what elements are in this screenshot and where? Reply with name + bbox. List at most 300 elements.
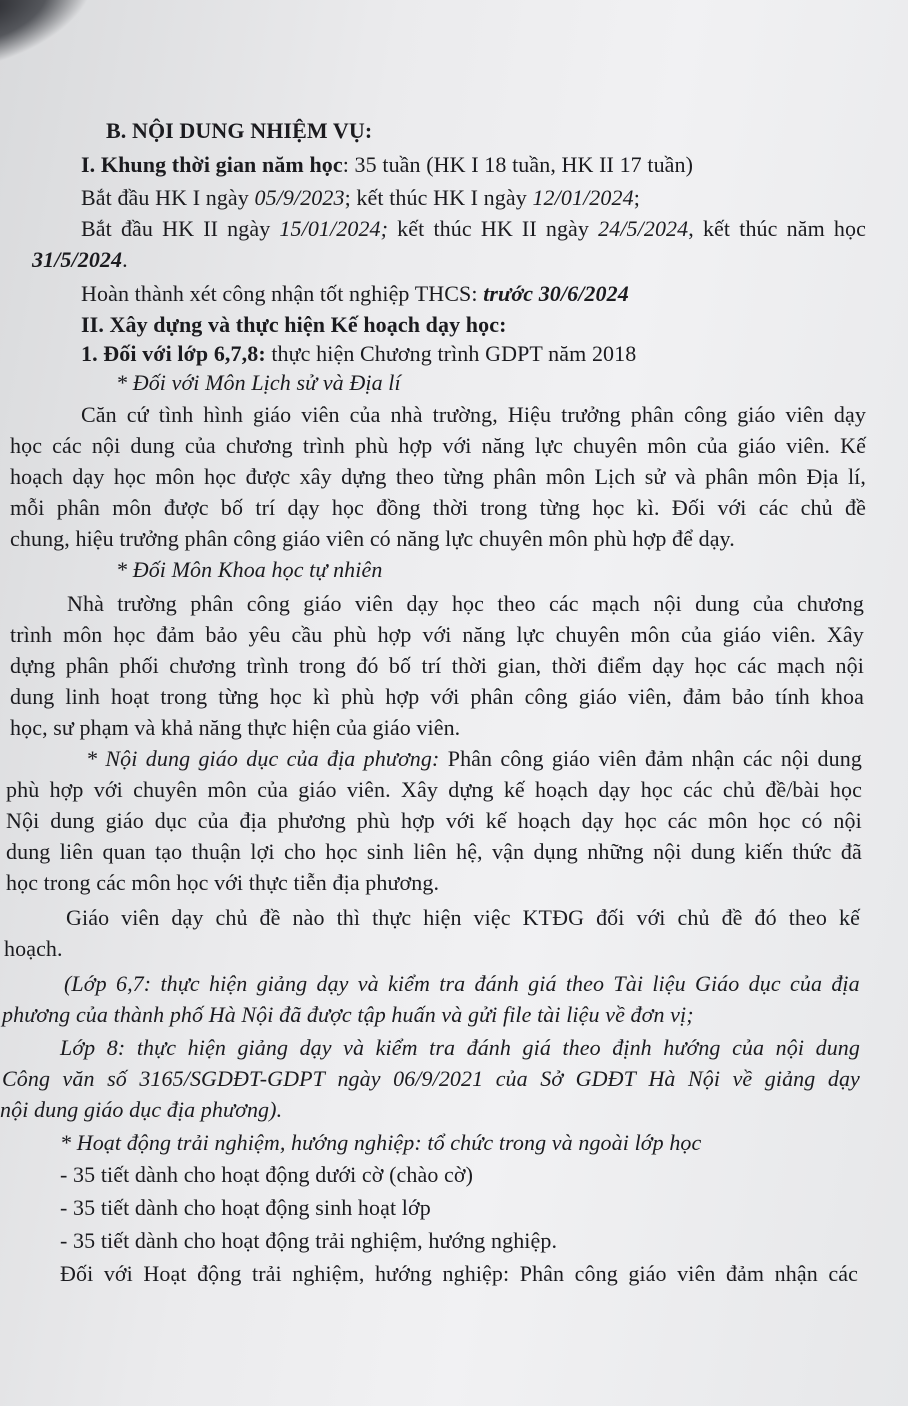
text-word: Đối (60, 1261, 94, 1286)
text-word: mạch (591, 591, 640, 616)
text-word: được (245, 464, 291, 489)
list-item (60, 1226, 557, 1256)
note-line (2, 1064, 860, 1094)
text-word: theo (788, 905, 827, 930)
hk2-dates (81, 214, 866, 244)
text-word: đó (754, 905, 777, 930)
text-word: từng (218, 684, 259, 709)
text-segment: 05/9/2023 (254, 185, 345, 210)
text-word: giáo (628, 1261, 667, 1286)
text-word: đề (259, 905, 281, 930)
text-word: dạy (406, 591, 439, 616)
text-word: Kế (840, 433, 866, 458)
text-word: đảm (682, 684, 722, 709)
text-word: lực (534, 433, 563, 458)
text-segment: I. Khung thời gian năm học (81, 152, 343, 177)
text-word: giáo (578, 684, 618, 709)
text-word: của (732, 1035, 765, 1060)
text-word: HK (162, 216, 195, 241)
text-word: với (445, 808, 475, 833)
text-segment: nội dung giáo dục địa phương). (0, 1097, 283, 1122)
text-word: sử (644, 464, 666, 489)
text-word: kì. (636, 495, 660, 520)
text-word: về (732, 1066, 753, 1091)
text-word: môn (207, 777, 247, 802)
text-word: trình (10, 622, 53, 647)
text-word: thì (336, 905, 361, 930)
text-word: thực (372, 905, 412, 930)
local-education-line (86, 744, 862, 774)
text-word: dục (748, 971, 781, 996)
paragraph-line (10, 713, 460, 743)
text-word: và (343, 1035, 365, 1060)
text-word: công (683, 402, 728, 427)
text-word: Lịch (594, 464, 636, 489)
text-word: môn (757, 464, 798, 489)
text-word: dạy (833, 402, 866, 427)
text-word: chủ (677, 905, 710, 930)
text-word: tạo (155, 839, 183, 864)
paragraph-line (81, 400, 866, 430)
text-word: văn (62, 1066, 95, 1091)
text-segment: hoạch. (4, 936, 63, 961)
text-word: 24/5/2024 (598, 216, 689, 241)
text-word: linh (65, 684, 101, 709)
text-word: học (833, 216, 866, 241)
text-word: trong (160, 684, 208, 709)
paragraph-line (4, 934, 63, 964)
text-word: kế (503, 777, 525, 802)
text-word: trình (302, 433, 345, 458)
text-word: đảm (725, 1261, 765, 1286)
text-word: Hiệu (507, 402, 552, 427)
text-word: giáo (551, 746, 591, 771)
text-word: xây (299, 464, 332, 489)
text-word: viên (677, 1261, 716, 1286)
text-word: số (107, 1066, 127, 1091)
text-word: nội (775, 1035, 805, 1060)
paragraph-line (66, 903, 860, 933)
text-word: các (737, 653, 767, 678)
text-word: ngày (545, 216, 590, 241)
text-word: giảng (237, 1035, 289, 1060)
text-word: các (758, 495, 789, 520)
text-word: dạy (581, 808, 614, 833)
text-word: , (688, 216, 694, 241)
year-end-date (32, 245, 128, 275)
text-word: địa (326, 746, 356, 771)
text-word: nhận (691, 746, 735, 771)
text-word: phù (355, 433, 389, 458)
text-segment: học trong các môn học với thực tiễn địa phương. (6, 870, 440, 895)
text-word: với (422, 622, 452, 647)
text-word: của (696, 433, 728, 458)
text-word: đề (721, 905, 743, 930)
text-word: Căn (81, 402, 117, 427)
text-word: dạy (316, 971, 349, 996)
text-word: lợi (250, 839, 275, 864)
text-word: kiến (744, 839, 783, 864)
text-word: thực (160, 971, 200, 996)
text-word: học (640, 777, 673, 802)
text-word: học (269, 684, 302, 709)
text-word: cứ (126, 402, 149, 427)
text-word: kế (485, 808, 507, 833)
text-word: Nhà (67, 591, 104, 616)
section-ii-heading (81, 310, 507, 340)
text-word: chương (225, 433, 293, 458)
text-word: các (667, 808, 698, 833)
text-word: giáo (252, 402, 292, 427)
text-word: của (495, 1066, 528, 1091)
text-word: với (636, 905, 666, 930)
text-word: hiện (423, 905, 462, 930)
hk1-dates (81, 183, 640, 213)
text-word: và (357, 971, 379, 996)
text-word: GDĐT (575, 1066, 636, 1091)
text-word: tính (775, 684, 810, 709)
text-word: đánh (466, 1035, 512, 1060)
text-segment: ; kết thúc HK I ngày (344, 185, 533, 210)
text-word: II (203, 216, 219, 241)
section-i-heading (81, 150, 693, 180)
text-word: việc (473, 905, 511, 930)
text-word: của (789, 971, 823, 996)
text-word: giáo (198, 746, 238, 771)
text-word: trong (480, 495, 528, 520)
text-segment: Hoàn thành xét công nhận tốt nghiệp THCS: (81, 281, 484, 306)
history-geo-subheading (116, 368, 401, 398)
text-word: học (325, 839, 358, 864)
text-word: Nội (688, 1066, 721, 1091)
text-word: nội (91, 433, 121, 458)
text-word: dạy (299, 1035, 332, 1060)
text-word: lí, (847, 464, 866, 489)
text-word: đề/bài (765, 777, 820, 802)
section-b-heading (106, 116, 372, 146)
text-word: thời (451, 653, 488, 678)
text-word: phân (65, 653, 109, 678)
experiential-activity-subheading (60, 1128, 701, 1158)
text-word: trí (255, 495, 276, 520)
text-word: hợp (385, 684, 420, 709)
text-segment: . (122, 247, 128, 272)
text-word: phù (341, 684, 375, 709)
text-word: dụng (533, 839, 578, 864)
text-word: những (587, 839, 644, 864)
text-word: thuận (191, 839, 242, 864)
text-word: viên (121, 905, 160, 930)
note-line (2, 1000, 694, 1030)
text-word: nội (780, 746, 810, 771)
text-word: đảm (156, 622, 195, 647)
text-word: đối (596, 905, 625, 930)
text-word: Hà (648, 1066, 676, 1091)
text-word: với (93, 777, 123, 802)
text-segment: Bắt đầu HK I ngày (81, 185, 255, 210)
text-word: chương (169, 653, 237, 678)
text-segment: * Hoạt động trải nghiệm, hướng nghiệp: tổ chức trong và ngoài lớp học (60, 1130, 702, 1155)
text-word: trường, (432, 402, 498, 427)
paragraph-line (6, 806, 862, 836)
text-word: Giáo (694, 971, 740, 996)
text-segment: chung, hiệu trưởng phân công giáo viên có năng lực chuyên môn phù hợp để dạy. (10, 526, 735, 551)
text-word: Đối (671, 495, 706, 520)
text-segment: B. NỘI DUNG NHIỆM VỤ: (106, 118, 373, 143)
paragraph-line (60, 1259, 858, 1289)
text-word: động (197, 1261, 242, 1286)
text-word: với (442, 433, 472, 458)
text-word: khoa (820, 684, 864, 709)
text-word: hiện (209, 971, 248, 996)
text-word: phân (190, 591, 234, 616)
text-word: trí (421, 653, 442, 678)
text-word: trường (117, 591, 177, 616)
text-word: dạy (827, 1066, 860, 1091)
text-word: môn (708, 808, 748, 833)
text-word: 3165/SGDĐT-GDPT (139, 1066, 325, 1091)
text-word: môn (112, 495, 152, 520)
text-word: đầu (120, 216, 154, 241)
text-word: kì (312, 684, 331, 709)
text-word: Nội (6, 808, 40, 833)
text-word: kết (397, 216, 425, 241)
text-word: các (52, 433, 82, 458)
text-word: hợp (398, 433, 433, 458)
text-word: học (758, 808, 791, 833)
text-word: đó (356, 653, 379, 678)
note-line (0, 1095, 282, 1125)
text-word: tra (439, 971, 466, 996)
text-word: tình (158, 402, 194, 427)
text-word: kiểm (388, 971, 430, 996)
text-word: viên (301, 402, 340, 427)
text-segment: 12/01/2024 (532, 185, 634, 210)
text-word: phối (119, 653, 159, 678)
text-word: bố (220, 495, 244, 520)
text-word: liên (59, 839, 94, 864)
text-word: phương: (363, 746, 440, 771)
text-word: hệ, (456, 839, 483, 864)
text-word: dung (690, 839, 736, 864)
text-word: môn (63, 622, 103, 647)
text-word: viên (785, 402, 824, 427)
text-word: nào (292, 905, 325, 930)
text-word: gian, (497, 653, 542, 678)
text-word: bảo (732, 684, 765, 709)
text-word: công (524, 684, 568, 709)
text-word: Phân (519, 1261, 565, 1286)
text-word: của (184, 433, 216, 458)
text-word: dung (695, 591, 740, 616)
text-word: chủ (215, 905, 248, 930)
text-word: dục (246, 746, 279, 771)
text-word: nghiệm, (292, 1261, 365, 1286)
text-word: dạy (171, 905, 204, 930)
text-segment: : 35 tuần (HK I 18 tuần, HK II 17 tuần) (342, 152, 694, 177)
text-word: 8: (106, 1035, 126, 1060)
grade-678-heading (81, 339, 636, 369)
text-word: dạy (598, 777, 631, 802)
text-word: từng (539, 495, 581, 520)
text-word: có (801, 808, 823, 833)
text-word: học (694, 653, 727, 678)
text-word: Địa (806, 464, 839, 489)
text-word: môn (630, 622, 671, 647)
text-word: nội (833, 808, 862, 833)
text-word: công (574, 1261, 618, 1286)
text-word: từng (443, 464, 484, 489)
text-segment: học, sư phạm và khả năng thực hiện của giáo viên. (10, 715, 461, 740)
text-word: Sở (540, 1066, 564, 1091)
text-word: trình (246, 653, 289, 678)
text-word: hình (203, 402, 243, 427)
text-word: phân (493, 464, 537, 489)
text-word: học (204, 464, 237, 489)
text-word: với (103, 1261, 133, 1286)
text-word: giáo (737, 433, 777, 458)
text-word: chương (797, 591, 864, 616)
text-segment: phương của thành phố Hà Nội đã được tập huấn và gửi file tài liệu về đơn vị; (2, 1002, 694, 1027)
text-word: dung (817, 746, 862, 771)
text-word: dung (145, 746, 191, 771)
list-item (60, 1193, 431, 1223)
text-word: của (681, 622, 712, 647)
text-word: chủ (722, 777, 755, 802)
text-word: 15/01/2024; (279, 216, 389, 241)
paragraph-line (10, 682, 864, 712)
text-word: với (717, 495, 747, 520)
text-word: nội (653, 591, 682, 616)
text-word: môn (545, 464, 586, 489)
text-word (598, 214, 694, 244)
text-word: Phân (447, 746, 493, 771)
text-segment: 31/5/2024 (32, 247, 123, 272)
note-line (64, 969, 860, 999)
text-word: học (624, 808, 657, 833)
text-word: năng (481, 433, 525, 458)
text-word: và (674, 464, 696, 489)
text-word: giáo (737, 402, 776, 427)
text-word: phân (56, 495, 100, 520)
text-word: năm (786, 216, 825, 241)
text-word: hoạt (111, 684, 150, 709)
text-word: dung (50, 808, 95, 833)
text-word: yêu (248, 622, 281, 647)
text-word: hướng (374, 1261, 433, 1286)
paragraph-line (10, 620, 864, 650)
paragraph-line (10, 462, 866, 492)
text-word: liệu (652, 971, 686, 996)
text-word: ngày (337, 1066, 381, 1091)
text-word: công (500, 746, 544, 771)
text-word: theo (562, 1035, 601, 1060)
text-word: địa (239, 808, 267, 833)
text-word: dạy (652, 653, 685, 678)
text-word: (Lớp (64, 971, 107, 996)
text-word: định (612, 1035, 652, 1060)
text-word: của (349, 402, 381, 427)
text-word: bảo (205, 622, 238, 647)
text-word: giá (528, 971, 557, 996)
natural-science-subheading (116, 555, 382, 585)
list-item (60, 1160, 473, 1190)
text-word: giáo (303, 591, 342, 616)
text-word: chủ (800, 495, 833, 520)
paragraph-line (10, 651, 864, 681)
text-word: môn (647, 433, 687, 458)
text-word: phương (277, 808, 346, 833)
text-word: các (828, 1261, 858, 1286)
text-word: năng (462, 622, 506, 647)
text-word: đã (840, 839, 862, 864)
text-word: Xây (826, 622, 864, 647)
text-word: đồng (376, 495, 421, 520)
text-word: học (592, 495, 625, 520)
text-word: của (197, 808, 229, 833)
text-word: trong (298, 653, 346, 678)
text-word: kế (838, 905, 860, 930)
text-word: thúc (739, 216, 778, 241)
text-word: dung (130, 433, 175, 458)
text-word: của (257, 777, 289, 802)
text-word: dung (6, 839, 51, 864)
text-word: giáo (105, 808, 144, 833)
text-word: hoạch (535, 777, 589, 802)
text-word: Công (2, 1066, 51, 1091)
text-word: với (430, 684, 460, 709)
text-word: học (113, 622, 146, 647)
text-word: dựng (448, 777, 494, 802)
text-word: mỗi (10, 495, 45, 520)
text-word: kiểm (375, 1035, 418, 1060)
text-word: Xây (401, 777, 438, 802)
text-word: học (113, 464, 146, 489)
text-segment: 1. Đối với lớp 6,7,8: (81, 341, 266, 366)
text-segment: II. Xây dựng và thực hiện Kế hoạch dạy học: (81, 312, 507, 337)
note-line (60, 1033, 860, 1063)
text-word: dung (10, 684, 55, 709)
text-word: phù (333, 622, 367, 647)
text-word: dựng (10, 653, 56, 678)
paragraph-line (10, 493, 866, 523)
text-word: phân (630, 402, 674, 427)
text-word: môn (155, 464, 195, 489)
text-word: phù (356, 808, 391, 833)
text-word: * (86, 746, 98, 771)
text-word: chuyên (573, 433, 638, 458)
text-word: Lớp (60, 1035, 96, 1060)
text-word: chuyên (555, 622, 620, 647)
text-word: hoạch (10, 464, 64, 489)
text-word: hướng (663, 1035, 721, 1060)
text-word: viên (354, 591, 394, 616)
text-word: viên (598, 746, 637, 771)
text-word: thúc (433, 216, 472, 241)
text-word: 6,7: (115, 971, 152, 996)
text-word: II (521, 216, 537, 241)
text-word: dạy (287, 495, 320, 520)
text-word: giảng (256, 971, 308, 996)
text-word: cho (283, 839, 317, 864)
text-word: học (451, 591, 485, 616)
paragraph-line (6, 837, 862, 867)
text-word: viên. (772, 622, 816, 647)
text-word: công (246, 591, 290, 616)
text-word: 06/9/2021 (393, 1066, 484, 1091)
text-word: giáo (298, 777, 337, 802)
text-word: lực (516, 622, 545, 647)
